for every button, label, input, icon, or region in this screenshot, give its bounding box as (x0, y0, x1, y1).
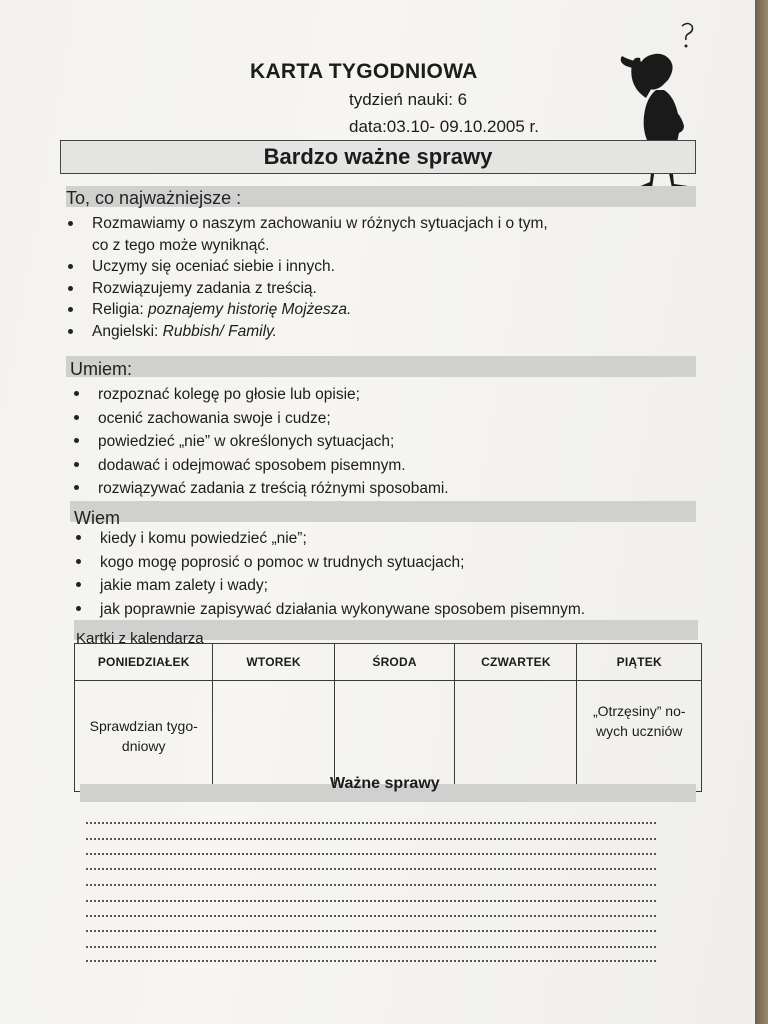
writing-line[interactable] (86, 946, 656, 948)
section-band-umiem (66, 356, 696, 377)
main-heading: Bardzo ważne sprawy (263, 144, 493, 169)
page-title: KARTA TYGODNIOWA (250, 60, 478, 83)
list-item: Rozmawiamy o naszym zachowaniu w różnych sytuacjach i o tym, co z tego może wyniknąć. (66, 213, 686, 256)
wiem-list (74, 527, 694, 621)
writing-line[interactable] (86, 960, 656, 962)
section-label-wiem: Wiem (74, 508, 120, 528)
list-item: jakie mam zalety i wady; (74, 574, 694, 598)
writing-line[interactable] (86, 900, 656, 902)
calendar-label: Kartki z kalendarza (76, 630, 204, 647)
writing-line[interactable] (86, 884, 656, 886)
list-item: kogo mogę poprosić o pomoc w trudnych sytuacjach; (74, 551, 694, 575)
calendar-cell: „Otrzęsiny” no- wych uczniów (577, 681, 702, 792)
week-number: tydzień nauki: 6 (349, 90, 468, 109)
najwazniejsze-list (66, 213, 686, 342)
wazne-sprawy-label: Ważne sprawy (330, 775, 440, 792)
writing-line[interactable] (86, 915, 656, 917)
section-band-wiem (70, 501, 696, 522)
list-item: ocenić zachowania swoje i cudze; (72, 407, 682, 431)
date-range: data:03.10- 09.10.2005 r. (349, 117, 539, 136)
calendar-cell: Sprawdzian tygo- dniowy (75, 681, 213, 792)
writing-line[interactable] (86, 838, 656, 840)
writing-line[interactable] (86, 868, 656, 870)
writing-line[interactable] (86, 930, 656, 932)
list-item: kiedy i komu powiedzieć „nie”; (74, 527, 694, 551)
list-item: Religia: poznajemy historię Mojżesza. (66, 299, 686, 321)
calendar-day-header: PONIEDZIAŁEK (75, 644, 213, 681)
calendar-table (74, 643, 702, 792)
calendar-day-header: CZWARTEK (455, 644, 577, 681)
calendar-day-header: ŚRODA (334, 644, 455, 681)
list-item: Uczymy się oceniać siebie i innych. (66, 256, 686, 278)
writing-line[interactable] (86, 853, 656, 855)
umiem-list (72, 383, 682, 501)
list-item: jak poprawnie zapisywać działania wykonywane sposobem pisemnym. (74, 598, 694, 622)
main-heading-box (60, 140, 696, 174)
calendar-cell (455, 681, 577, 792)
section-label-umiem: Umiem: (70, 359, 132, 379)
list-item: Rozwiązujemy zadania z treścią. (66, 278, 686, 300)
list-item: rozwiązywać zadania z treścią różnymi sposobami. (72, 477, 682, 501)
list-item: rozpoznać kolegę po głosie lub opisie; (72, 383, 682, 407)
list-item: dodawać i odejmować sposobem pisemnym. (72, 454, 682, 478)
list-item: Angielski: Rubbish/ Family. (66, 321, 686, 343)
list-item: powiedzieć „nie” w określonych sytuacjach; (72, 430, 682, 454)
background-edge (755, 0, 768, 1024)
calendar-day-header: PIĄTEK (577, 644, 702, 681)
section-label-najwazniejsze: To, co najważniejsze : (66, 188, 242, 208)
calendar-cell (213, 681, 334, 792)
writing-line[interactable] (86, 822, 656, 824)
calendar-day-header: WTOREK (213, 644, 334, 681)
